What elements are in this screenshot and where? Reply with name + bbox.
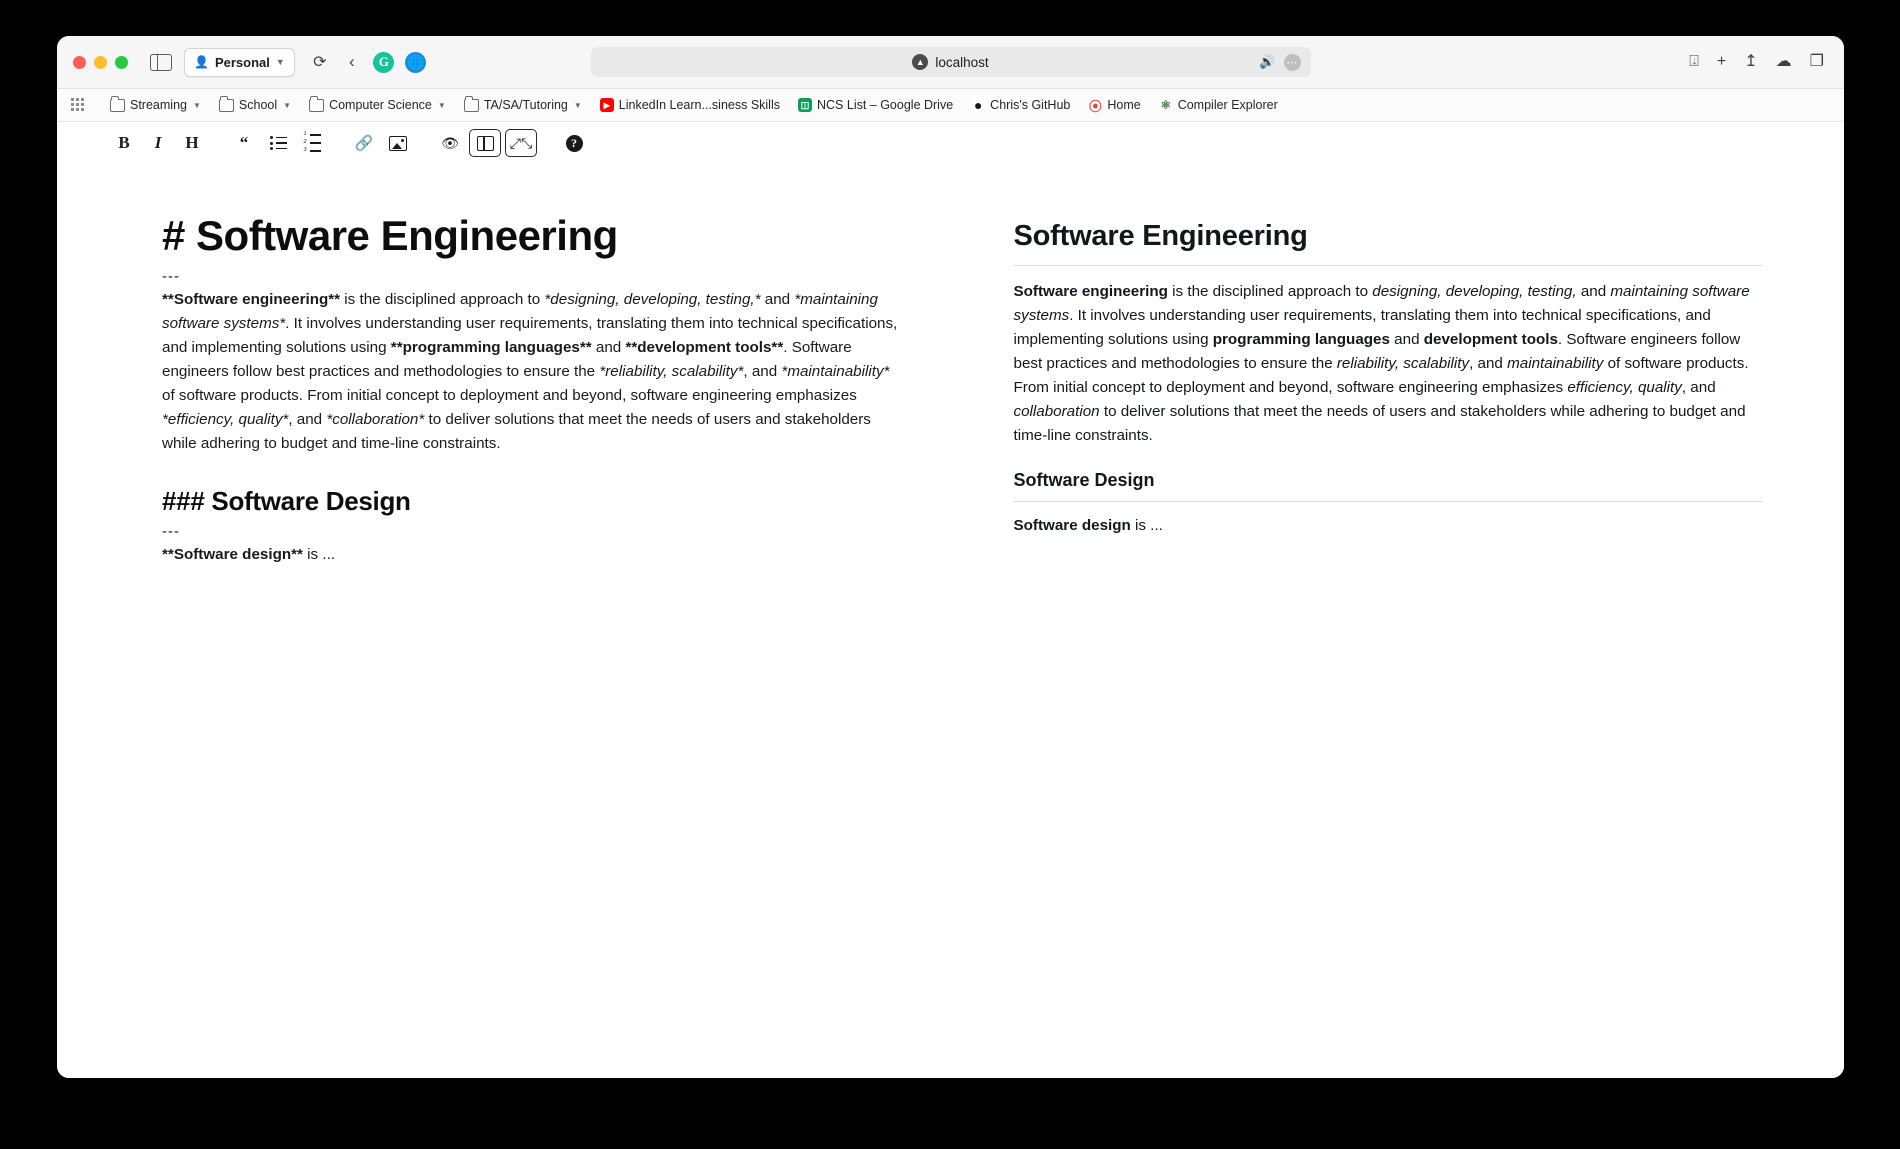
bookmarks-bar (57, 89, 1844, 122)
sidebar-toggle-button[interactable] (146, 49, 176, 75)
text-run: of software products. From initial concept to deployment and beyond, software engineering emphasizes (162, 387, 857, 405)
markdown-guide-button[interactable] (559, 130, 589, 156)
text-run: **Software engineering** (162, 291, 341, 309)
chevron-down-icon: ▼ (437, 100, 446, 110)
text-run: , and (288, 411, 327, 429)
heading-button[interactable]: H (185, 133, 199, 152)
text-run: *collaboration* (326, 411, 425, 429)
quote-button[interactable] (229, 130, 259, 156)
bookmark-label: School (238, 98, 278, 112)
text-run: development tools (1423, 331, 1558, 348)
compiler-explorer-favicon: ⚛ (1160, 98, 1172, 112)
text-run: **Software design** (162, 546, 303, 564)
tab-overview-icon[interactable]: ❐ (1809, 53, 1824, 70)
quote-icon: “ (239, 133, 249, 152)
bookmark-streaming[interactable] (101, 94, 210, 116)
url-text: localhost (935, 54, 989, 70)
markdown-source-pane[interactable] (57, 164, 951, 1078)
source-paragraph-1 (162, 288, 903, 456)
bookmark-computer-science[interactable] (300, 94, 455, 116)
text-run: *efficiency, quality* (162, 411, 289, 429)
unordered-list-button[interactable] (263, 130, 293, 156)
close-window-button[interactable] (73, 56, 86, 69)
source-horizontal-rule: --- (162, 268, 180, 286)
window-controls (73, 56, 128, 69)
grammarly-icon: G (373, 52, 394, 73)
bookmark-label: NCS List – Google Drive (817, 98, 954, 112)
text-run: . It involves understanding user requirements, translating them into technical specifications, and implementing solutions using (1013, 307, 1711, 348)
preview-heading-1: Software Engineering (1014, 220, 1763, 266)
bookmark-ta-sa-tutoring[interactable] (455, 94, 591, 116)
share-icon[interactable]: ↥ (1744, 53, 1758, 70)
folder-icon (110, 99, 125, 112)
text-run: and (591, 339, 626, 357)
text-run: *reliability, scalability* (599, 363, 744, 381)
text-run: Software engineering (1013, 283, 1168, 300)
text-run: , and (1681, 379, 1716, 396)
text-run: and (1389, 331, 1424, 348)
preview-paragraph-1 (1014, 280, 1763, 448)
chevron-down-icon: ▼ (275, 57, 285, 67)
grammarly-extension-button[interactable] (369, 49, 399, 75)
back-button[interactable] (337, 49, 367, 75)
text-run: is ... (1130, 517, 1163, 534)
google-sheets-favicon: ◫ (798, 98, 812, 112)
text-run: maintaining software systems (1013, 283, 1750, 324)
text-run: of software products. From initial concept to deployment and beyond, software engineering emphasizes (1013, 355, 1749, 396)
page-settings-icon[interactable]: ⋯ (1284, 54, 1301, 71)
text-run: and (760, 291, 795, 309)
text-run: is ... (302, 546, 336, 564)
preview-paragraph-2 (1014, 514, 1763, 538)
folder-icon (309, 99, 324, 112)
text-run: to deliver solutions that meet the needs of users and stakeholders while adhering to budget and time-line constraints. (162, 411, 871, 453)
italic-button[interactable]: I (154, 133, 162, 152)
bookmark-compiler-explorer[interactable] (1150, 94, 1287, 116)
reload-icon: ⟳ (313, 54, 327, 71)
bookmark-label: Streaming (130, 98, 187, 112)
source-horizontal-rule-2: --- (162, 523, 180, 541)
text-run: . It involves understanding user requirements, translating them into technical specifications, and implementing solutions using (162, 315, 898, 357)
browser-titlebar (57, 36, 1844, 89)
new-tab-icon[interactable]: + (1716, 53, 1727, 70)
bold-button[interactable]: B (118, 133, 130, 152)
text-run: **development tools** (625, 339, 784, 357)
link-icon: 🔗 (354, 135, 374, 152)
chevron-down-icon: ▼ (573, 100, 582, 110)
source-paragraph-2 (162, 543, 903, 567)
address-bar[interactable] (591, 47, 1311, 77)
editor-content-area (57, 164, 1844, 1078)
bookmark-linkedin-learning[interactable] (591, 94, 789, 116)
zoom-window-button[interactable] (115, 56, 128, 69)
text-run: . Software engineers follow best practices and methodologies to ensure the (162, 339, 852, 381)
globe-extension-button[interactable] (401, 49, 431, 75)
github-favicon: ● (971, 98, 985, 112)
chevron-down-icon: ▼ (283, 100, 292, 110)
text-run: efficiency, quality (1567, 379, 1682, 396)
bookmark-ncs-list-google-drive[interactable] (789, 94, 962, 116)
text-run: designing, developing, testing, (1372, 283, 1577, 300)
source-heading-3: ### Software Design (162, 486, 411, 517)
text-run: to deliver solutions that meet the needs of users and stakeholders while adhering to budget and time-line constraints. (1013, 403, 1746, 444)
side-by-side-button[interactable] (469, 129, 501, 157)
text-run: . Software engineers follow best practices and methodologies to ensure the (1013, 331, 1741, 372)
ordered-list-button[interactable] (297, 130, 327, 156)
folder-icon (219, 99, 234, 112)
address-bar-trailing-icons (1259, 54, 1300, 71)
home-favicon: ⦿ (1088, 98, 1102, 114)
profile-switcher-button[interactable] (184, 48, 295, 77)
text-run: is the disciplined approach to (340, 291, 545, 309)
text-run: , and (1469, 355, 1508, 372)
text-run: , and (743, 363, 782, 381)
bookmark-label: LinkedIn Learn...siness Skills (618, 98, 780, 112)
text-run: programming languages (1212, 331, 1390, 348)
markdown-preview-pane (951, 164, 1845, 1078)
columns-icon (477, 136, 494, 151)
browser-window (57, 36, 1844, 1078)
bookmark-label: Computer Science (329, 98, 432, 112)
bookmark-school[interactable] (210, 94, 300, 116)
text-run: reliability, scalability (1336, 355, 1470, 372)
bookmark-label: Chris's GitHub (990, 98, 1071, 112)
reload-button[interactable] (305, 49, 335, 75)
text-run: Software design (1013, 517, 1131, 534)
text-run: *maintainability* (781, 363, 890, 381)
text-run: **programming languages** (390, 339, 592, 357)
person-icon: 👤 (194, 55, 209, 69)
bookmark-label: TA/SA/Tutoring (483, 98, 568, 112)
profile-label: Personal (214, 54, 270, 70)
text-run: maintainability (1507, 355, 1604, 372)
preview-heading-3: Software Design (1014, 470, 1763, 502)
chevron-left-icon: ‹ (348, 52, 355, 71)
preview-button[interactable] (435, 130, 465, 156)
fullscreen-button[interactable] (505, 129, 537, 157)
image-icon (389, 136, 407, 151)
chevron-down-icon: ▼ (192, 100, 201, 110)
bookmark-chris-github[interactable] (962, 94, 1079, 116)
minimize-window-button[interactable] (94, 56, 107, 69)
toolbar-right-actions (1689, 54, 1828, 70)
bookmark-label: Compiler Explorer (1177, 98, 1278, 112)
youtube-favicon: ▶ (600, 98, 614, 112)
folder-icon (464, 99, 479, 112)
navigation-buttons (305, 49, 431, 75)
privacy-shield-icon: ▲ (912, 54, 928, 70)
numbered-list-icon: 1 2 3 (303, 132, 321, 154)
text-run: is the disciplined approach to (1167, 283, 1373, 300)
bookmark-label: Home (1107, 98, 1141, 112)
eye-icon: 👁 (441, 134, 459, 151)
question-mark-icon: ? (566, 135, 583, 152)
source-heading-1: # Software Engineering (162, 212, 618, 259)
image-button[interactable] (383, 130, 413, 156)
markdown-editor-toolbar (57, 122, 1844, 164)
link-button[interactable] (349, 130, 379, 156)
text-run: *maintaining software systems* (162, 291, 878, 333)
text-run: *designing, developing, testing,* (544, 291, 761, 309)
text-run: collaboration (1013, 403, 1100, 420)
audio-speaker-icon[interactable]: 🔊 (1259, 54, 1276, 69)
app-grid-icon[interactable] (71, 98, 85, 112)
downloads-icon[interactable]: ⍗ (1689, 53, 1699, 70)
bullet-list-icon (270, 136, 287, 150)
sidebar-icon (150, 54, 172, 71)
bookmark-home[interactable] (1079, 94, 1149, 116)
icloud-icon[interactable]: ☁ (1775, 53, 1792, 70)
fullscreen-icon: ⤢⤡ (509, 134, 533, 151)
globe-icon: 🌐 (405, 52, 426, 73)
text-run: and (1576, 283, 1611, 300)
